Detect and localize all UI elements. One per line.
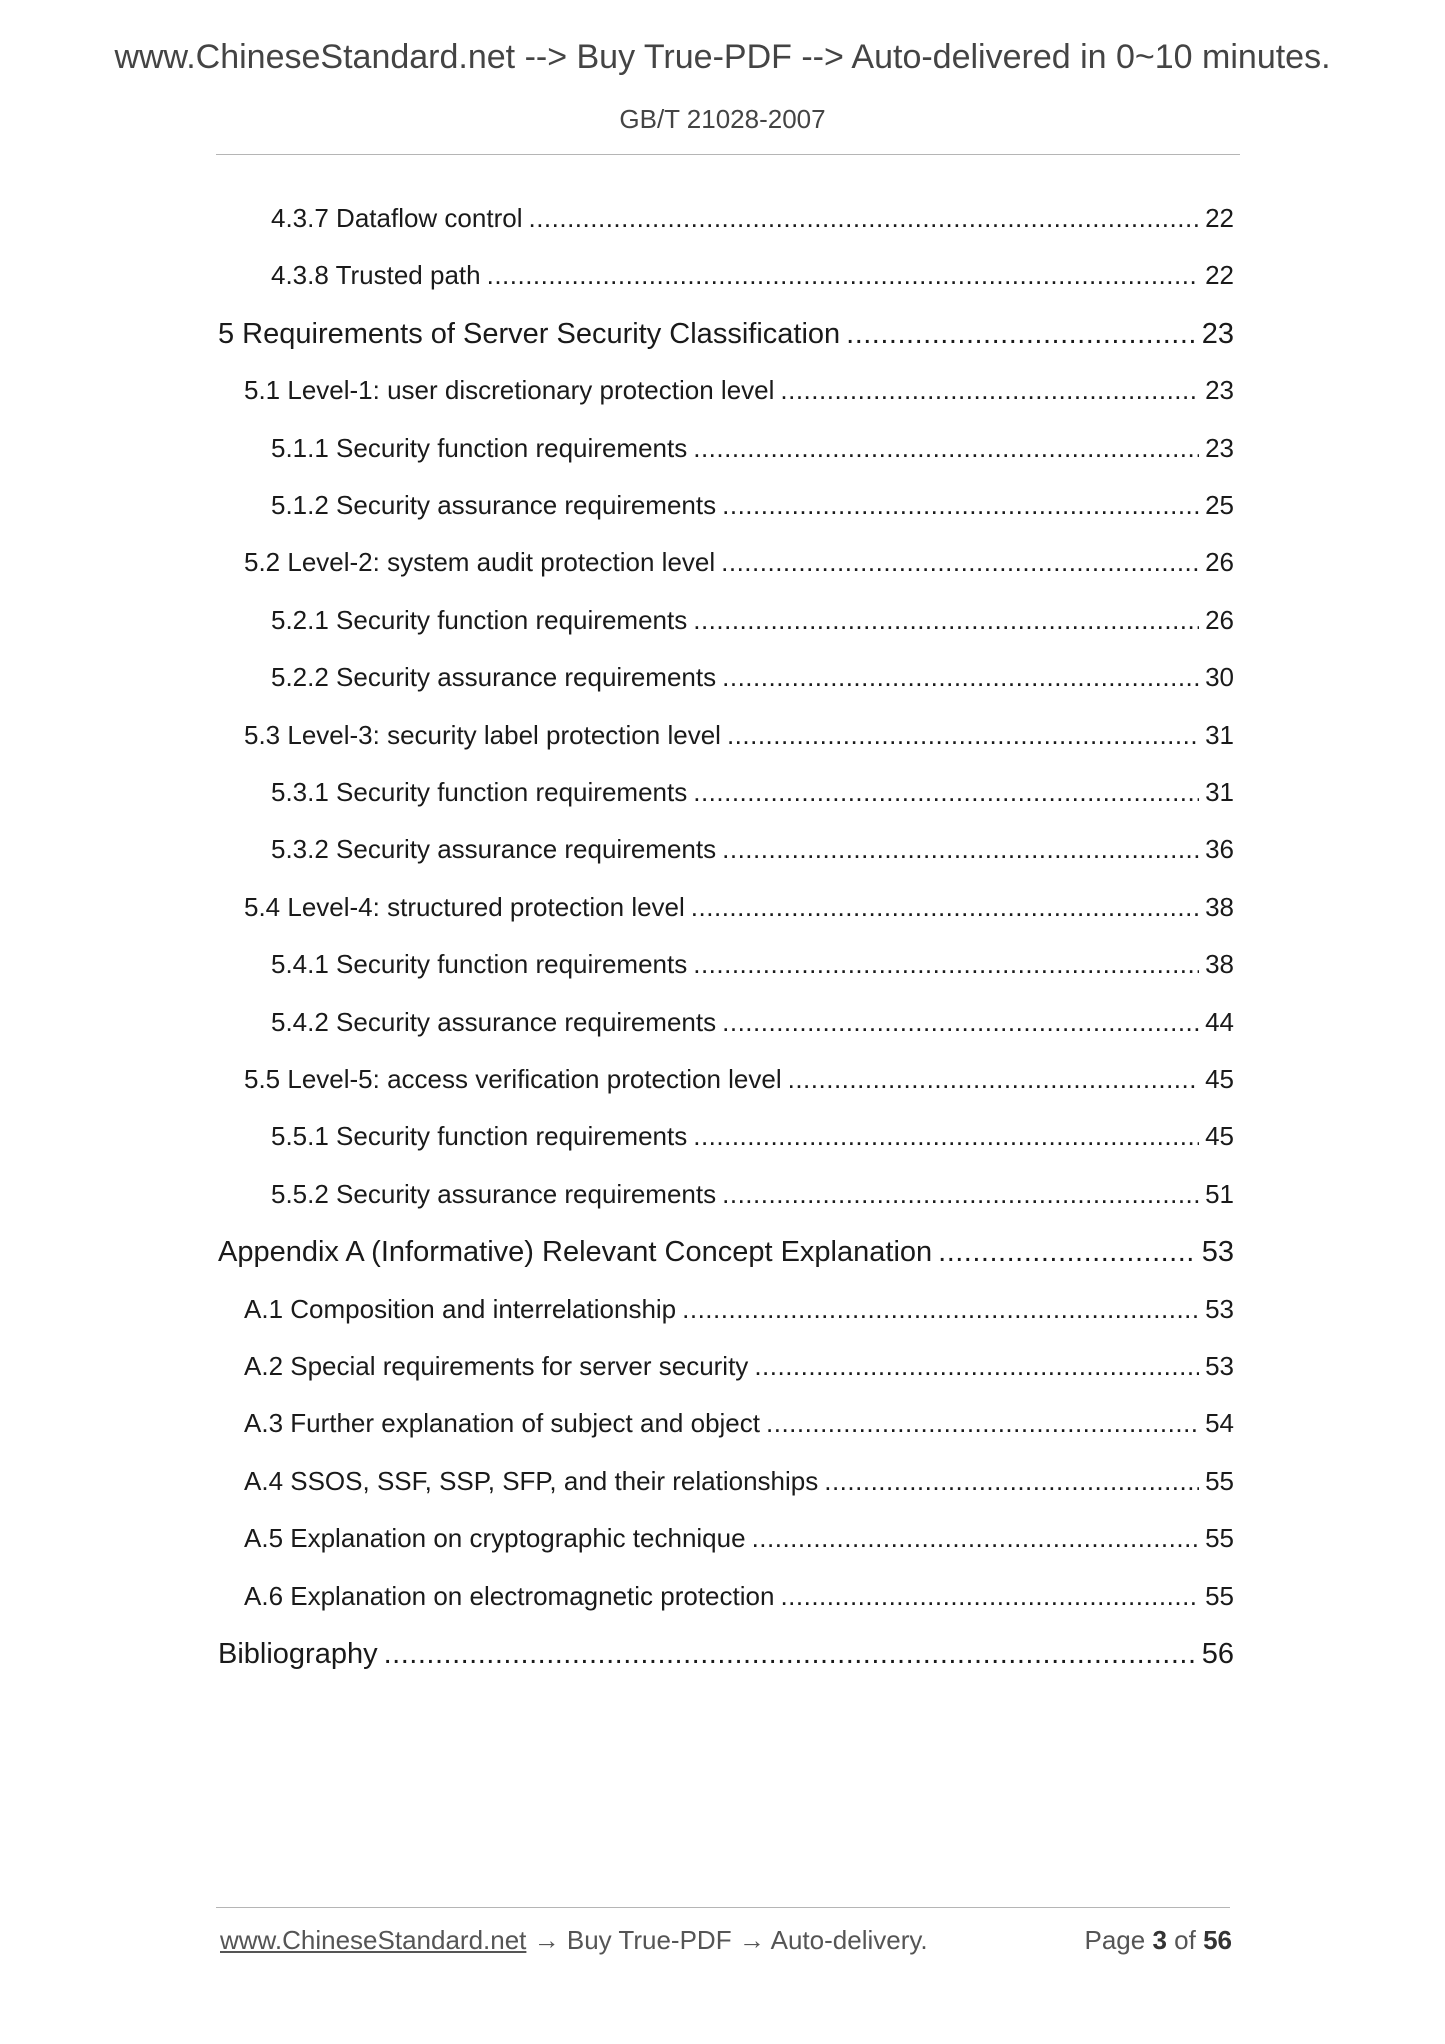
toc-entry[interactable] — [218, 1294, 1234, 1338]
toc-dot-leader — [938, 1236, 1196, 1269]
toc-entry-page: 23 — [1205, 375, 1234, 406]
toc-entry-page: 22 — [1205, 203, 1234, 233]
toc-entry-title: 5.1.2 Security assurance requirements — [271, 490, 717, 520]
footer-site-link[interactable]: www.ChineseStandard.net — [220, 1925, 527, 1955]
document-code: GB/T 21028-2007 — [619, 104, 826, 134]
toc-dot-leader — [824, 1466, 1199, 1497]
toc-entry-title: 5.3 Level-3: security label protection level — [244, 719, 721, 750]
toc-dot-leader — [528, 203, 1199, 234]
toc-entry-title: 5.1.1 Security function requirements — [271, 432, 688, 463]
toc-entry-page: 26 — [1205, 604, 1234, 635]
toc-dot-leader — [722, 834, 1199, 865]
toc-dot-leader — [693, 777, 1199, 808]
toc-entry[interactable] — [218, 490, 1234, 534]
toc-entry-page: 45 — [1205, 1064, 1234, 1094]
right-arrow-icon: → — [738, 1925, 765, 1955]
toc-entry-page: 53 — [1205, 1351, 1234, 1381]
toc-entry-page: 55 — [1205, 1465, 1234, 1496]
toc-entry[interactable] — [218, 1064, 1234, 1108]
header-divider — [216, 154, 1240, 155]
toc-entry-page: 25 — [1205, 490, 1234, 520]
of-label: of — [1174, 1925, 1196, 1955]
toc-dot-leader — [691, 892, 1199, 923]
current-page: 3 — [1152, 1925, 1167, 1955]
toc-entry[interactable] — [218, 892, 1234, 936]
toc-dot-leader — [693, 949, 1199, 980]
toc-entry-title: 5.4.2 Security assurance requirements — [271, 1006, 717, 1037]
toc-entry-page: 55 — [1205, 1523, 1234, 1554]
toc-entry[interactable] — [218, 1121, 1234, 1165]
toc-dot-leader — [788, 1064, 1199, 1095]
toc-entry[interactable] — [218, 260, 1234, 304]
toc-dot-leader — [780, 375, 1199, 406]
toc-entry-title: 5.2 Level-2: system audit protection level — [244, 547, 716, 578]
toc-dot-leader — [693, 433, 1199, 464]
toc-entry-title: 5.4 Level-4: structured protection level — [244, 891, 685, 922]
toc-entry-page: 55 — [1205, 1580, 1234, 1611]
toc-entry-title: 5 Requirements of Server Security Classification — [218, 317, 841, 350]
toc-entry-page: 56 — [1201, 1638, 1234, 1670]
toc-entry[interactable] — [218, 547, 1234, 591]
toc-entry-page: 23 — [1205, 432, 1234, 463]
toc-entry[interactable] — [218, 1236, 1234, 1280]
top-banner: www.ChineseStandard.net --> Buy True-PDF --> Auto-delivered in 0~10 minutes. — [114, 38, 1331, 76]
toc-dot-leader — [693, 1121, 1199, 1152]
toc-dot-leader — [682, 1294, 1199, 1325]
toc-entry[interactable] — [218, 1466, 1234, 1510]
toc-dot-leader — [727, 720, 1199, 751]
toc-entry-page: 38 — [1205, 949, 1234, 980]
toc-entry[interactable] — [218, 318, 1234, 362]
toc-entry[interactable] — [218, 1351, 1234, 1395]
toc-entry-title: A.1 Composition and interrelationship — [244, 1293, 677, 1324]
footer-left — [220, 1925, 928, 1956]
toc-dot-leader — [721, 547, 1199, 578]
toc-entry[interactable] — [218, 834, 1234, 878]
toc-entry-title: 4.3.8 Trusted path — [271, 260, 481, 291]
toc-entry-title: 4.3.7 Dataflow control — [271, 203, 523, 233]
toc-entry-title: A.5 Explanation on cryptographic technique — [244, 1523, 746, 1554]
toc-entry-title: Bibliography — [218, 1638, 378, 1670]
toc-entry[interactable] — [218, 1007, 1234, 1051]
toc-entry-page: 53 — [1205, 1293, 1234, 1324]
toc-entry[interactable] — [218, 720, 1234, 764]
toc-entry-title: 5.2.2 Security assurance requirements — [271, 662, 717, 693]
toc-dot-leader — [722, 1179, 1199, 1210]
toc-entry[interactable] — [218, 777, 1234, 821]
toc-entry-title: 5.1 Level-1: user discretionary protection level — [244, 375, 775, 406]
toc-entry-page: 44 — [1205, 1006, 1234, 1037]
toc-entry[interactable] — [218, 203, 1234, 247]
toc-dot-leader — [384, 1638, 1196, 1671]
toc-entry-title: 5.2.1 Security function requirements — [271, 604, 688, 635]
toc-dot-leader — [754, 1351, 1199, 1382]
toc-entry[interactable] — [218, 1581, 1234, 1625]
page-footer — [220, 1925, 1232, 1961]
toc-entry-title: A.4 SSOS, SSF, SSP, SFP, and their relationships — [244, 1465, 819, 1496]
toc-entry[interactable] — [218, 1179, 1234, 1223]
toc-entry-page: 54 — [1205, 1408, 1234, 1439]
toc-entry-title: A.2 Special requirements for server security — [244, 1351, 749, 1381]
toc-entry-title: 5.4.1 Security function requirements — [271, 949, 688, 980]
toc-entry-title: 5.5.1 Security function requirements — [271, 1121, 688, 1152]
page-number — [1084, 1925, 1232, 1956]
toc-dot-leader — [693, 605, 1199, 636]
footer-buy-text: Buy True-PDF — [566, 1925, 732, 1955]
toc-entry[interactable] — [218, 1408, 1234, 1452]
toc-dot-leader — [780, 1581, 1199, 1612]
toc-entry[interactable] — [218, 1638, 1234, 1682]
toc-entry-title: A.6 Explanation on electromagnetic protection — [244, 1580, 775, 1611]
toc-entry-page: 36 — [1205, 834, 1234, 865]
toc-entry-title: Appendix A (Informative) Relevant Concept Explanation — [218, 1236, 933, 1269]
toc-entry-page: 30 — [1205, 662, 1234, 693]
toc-dot-leader — [722, 490, 1199, 521]
page-label: Page — [1084, 1925, 1146, 1955]
footer-divider — [216, 1907, 1230, 1908]
right-arrow-icon: → — [533, 1925, 560, 1955]
toc-entry-page: 38 — [1205, 891, 1234, 922]
toc-dot-leader — [722, 662, 1199, 693]
toc-dot-leader — [722, 1007, 1199, 1038]
footer-delivery-text: Auto-delivery. — [770, 1925, 928, 1955]
toc-entry-page: 26 — [1205, 547, 1234, 578]
total-pages: 56 — [1203, 1925, 1232, 1955]
toc-entry[interactable] — [218, 375, 1234, 419]
toc-dot-leader — [752, 1523, 1200, 1554]
toc-entry[interactable] — [218, 662, 1234, 706]
toc-dot-leader — [487, 260, 1199, 291]
toc-entry-page: 45 — [1205, 1121, 1234, 1152]
toc-dot-leader — [846, 318, 1196, 351]
toc-entry-page: 23 — [1201, 317, 1234, 350]
toc-entry-title: 5.5.2 Security assurance requirements — [271, 1178, 717, 1209]
toc-entry-page: 31 — [1205, 719, 1234, 750]
toc-entry-title: 5.3.2 Security assurance requirements — [271, 834, 717, 865]
toc-dot-leader — [766, 1408, 1199, 1439]
toc-entry[interactable] — [218, 949, 1234, 993]
toc-entry[interactable] — [218, 1523, 1234, 1567]
toc-entry-page: 22 — [1205, 260, 1234, 291]
toc-entry[interactable] — [218, 433, 1234, 477]
toc-entry-page: 53 — [1201, 1236, 1234, 1269]
toc-entry-page: 31 — [1205, 777, 1234, 807]
toc-entry[interactable] — [218, 605, 1234, 649]
toc-entry-title: 5.5 Level-5: access verification protection level — [244, 1064, 782, 1094]
toc-entry-title: 5.3.1 Security function requirements — [271, 777, 688, 807]
toc-entry-page: 51 — [1205, 1178, 1234, 1209]
toc-entry-title: A.3 Further explanation of subject and object — [244, 1408, 760, 1439]
